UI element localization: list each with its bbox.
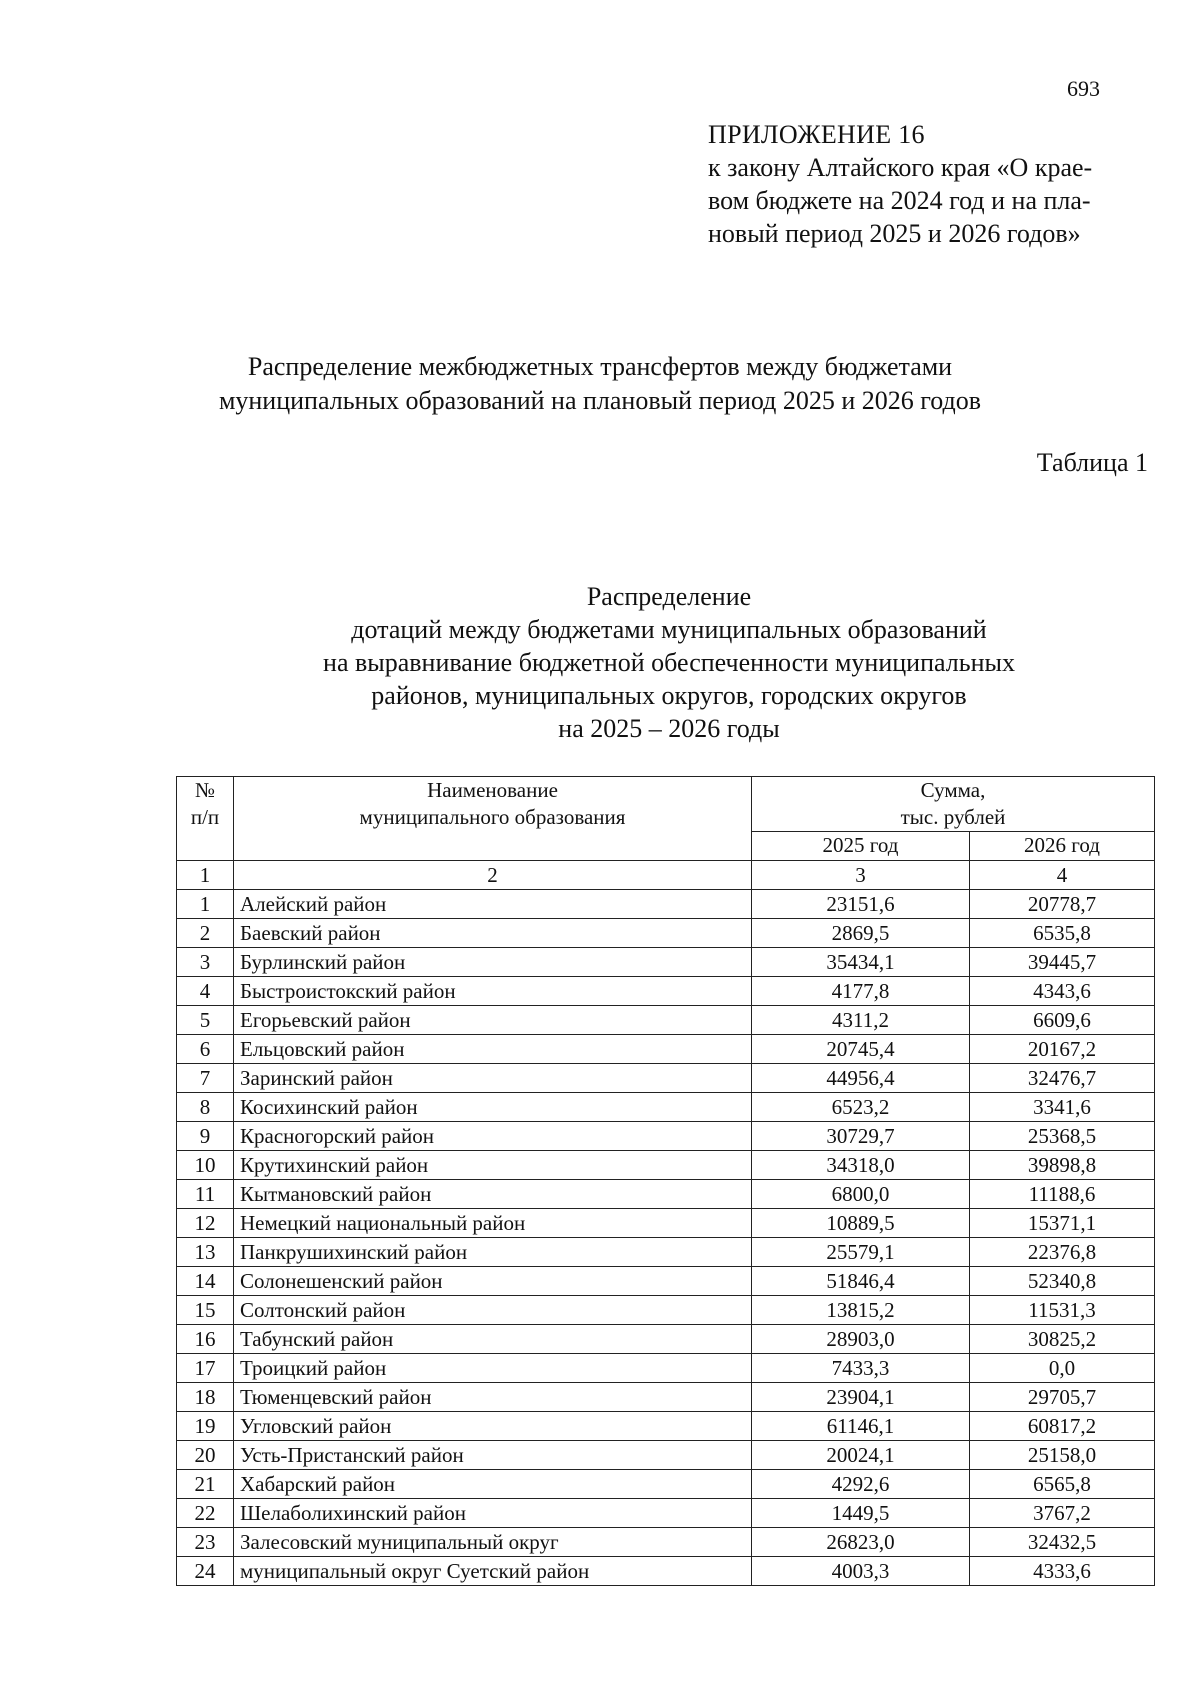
row-number: 6: [177, 1035, 234, 1064]
row-name: Крутихинский район: [234, 1151, 752, 1180]
table-title: [0, 580, 1200, 745]
row-value-2025: 20024,1: [752, 1441, 970, 1470]
row-value-2026: 20778,7: [970, 890, 1155, 919]
row-name: Кытмановский район: [234, 1180, 752, 1209]
row-number: 24: [177, 1557, 234, 1586]
row-value-2025: 51846,4: [752, 1267, 970, 1296]
appendix-line: вом бюджете на 2024 год и на пла-: [708, 186, 1091, 215]
table-row: [177, 1383, 1155, 1412]
row-value-2025: 20745,4: [752, 1035, 970, 1064]
table-row: [177, 1209, 1155, 1238]
row-value-2025: 2869,5: [752, 919, 970, 948]
row-value-2025: 30729,7: [752, 1122, 970, 1151]
row-value-2025: 1449,5: [752, 1499, 970, 1528]
row-value-2026: 11531,3: [970, 1296, 1155, 1325]
table-title-line: на 2025 – 2026 годы: [558, 714, 780, 743]
table-row: [177, 1006, 1155, 1035]
dotation-table: [176, 776, 1155, 1586]
table-row: [177, 1325, 1155, 1354]
row-name: Угловский район: [234, 1412, 752, 1441]
table-row: [177, 1412, 1155, 1441]
table-row: [177, 948, 1155, 977]
row-name: Табунский район: [234, 1325, 752, 1354]
row-name: Ельцовский район: [234, 1035, 752, 1064]
row-number: 12: [177, 1209, 234, 1238]
row-value-2025: 13815,2: [752, 1296, 970, 1325]
row-number: 16: [177, 1325, 234, 1354]
row-name: Косихинский район: [234, 1093, 752, 1122]
row-name: Немецкий национальный район: [234, 1209, 752, 1238]
page-number: 693: [1067, 76, 1100, 101]
appendix-line: новый период 2025 и 2026 годов»: [708, 219, 1081, 248]
column-number: 1: [177, 861, 234, 890]
row-value-2026: 6565,8: [970, 1470, 1155, 1499]
row-value-2025: 23151,6: [752, 890, 970, 919]
column-number: 2: [234, 861, 752, 890]
table-title-line: дотаций между бюджетами муниципальных образований: [351, 615, 987, 644]
row-number: 17: [177, 1354, 234, 1383]
row-number: 22: [177, 1499, 234, 1528]
row-value-2025: 25579,1: [752, 1238, 970, 1267]
table-row: [177, 1180, 1155, 1209]
row-name: муниципальный округ Суетский район: [234, 1557, 752, 1586]
row-number: 1: [177, 890, 234, 919]
row-value-2025: 34318,0: [752, 1151, 970, 1180]
row-name: Быстроистокский район: [234, 977, 752, 1006]
row-value-2025: 28903,0: [752, 1325, 970, 1354]
row-value-2026: 4333,6: [970, 1557, 1155, 1586]
row-value-2026: 6535,8: [970, 919, 1155, 948]
table-row: [177, 1122, 1155, 1151]
appendix-block: [708, 118, 1128, 250]
row-value-2026: 32476,7: [970, 1064, 1155, 1093]
table-row: [177, 1093, 1155, 1122]
row-name: Красногорский район: [234, 1122, 752, 1151]
row-number: 20: [177, 1441, 234, 1470]
row-value-2026: 30825,2: [970, 1325, 1155, 1354]
row-value-2025: 6523,2: [752, 1093, 970, 1122]
row-name: Заринский район: [234, 1064, 752, 1093]
table-title-line: районов, муниципальных округов, городских округов: [371, 681, 967, 710]
table-title-line: Распределение: [586, 582, 752, 611]
table-row: [177, 1470, 1155, 1499]
row-value-2025: 26823,0: [752, 1528, 970, 1557]
row-value-2026: 20167,2: [970, 1035, 1155, 1064]
row-value-2025: 7433,3: [752, 1354, 970, 1383]
row-value-2026: 15371,1: [970, 1209, 1155, 1238]
row-number: 4: [177, 977, 234, 1006]
row-value-2026: 0,0: [970, 1354, 1155, 1383]
row-value-2026: 25158,0: [970, 1441, 1155, 1470]
row-value-2026: 39445,7: [970, 948, 1155, 977]
header-year-2025: 2025 год: [752, 832, 970, 861]
table-row: [177, 1354, 1155, 1383]
header-sum: Сумма, тыс. рублей: [752, 777, 1155, 832]
row-number: 23: [177, 1528, 234, 1557]
row-number: 19: [177, 1412, 234, 1441]
row-value-2026: 6609,6: [970, 1006, 1155, 1035]
table-row: [177, 1441, 1155, 1470]
row-number: 21: [177, 1470, 234, 1499]
row-number: 11: [177, 1180, 234, 1209]
appendix-line: к закону Алтайского края «О крае-: [708, 153, 1093, 182]
row-value-2026: 11188,6: [970, 1180, 1155, 1209]
row-name: Залесовский муниципальный округ: [234, 1528, 752, 1557]
row-value-2026: 3767,2: [970, 1499, 1155, 1528]
row-number: 5: [177, 1006, 234, 1035]
appendix-heading: ПРИЛОЖЕНИЕ 16: [708, 120, 925, 149]
row-name: Троицкий район: [234, 1354, 752, 1383]
header-number: № п/п: [177, 777, 234, 861]
row-name: Усть-Пристанский район: [234, 1441, 752, 1470]
table-header-row: [177, 777, 1155, 832]
table-title-line: на выравнивание бюджетной обеспеченности муниципальных: [323, 648, 1015, 677]
row-name: Панкрушихинский район: [234, 1238, 752, 1267]
row-value-2025: 4311,2: [752, 1006, 970, 1035]
row-number: 2: [177, 919, 234, 948]
table-row: [177, 1499, 1155, 1528]
row-number: 9: [177, 1122, 234, 1151]
row-value-2025: 4003,3: [752, 1557, 970, 1586]
row-value-2026: 39898,8: [970, 1151, 1155, 1180]
row-name: Алейский район: [234, 890, 752, 919]
column-number: 3: [752, 861, 970, 890]
row-value-2025: 44956,4: [752, 1064, 970, 1093]
row-name: Тюменцевский район: [234, 1383, 752, 1412]
row-value-2025: 6800,0: [752, 1180, 970, 1209]
table-row: [177, 1151, 1155, 1180]
row-value-2025: 23904,1: [752, 1383, 970, 1412]
row-value-2025: 61146,1: [752, 1412, 970, 1441]
row-value-2026: 25368,5: [970, 1122, 1155, 1151]
header-year-2026: 2026 год: [970, 832, 1155, 861]
column-number: 4: [970, 861, 1155, 890]
row-value-2025: 4292,6: [752, 1470, 970, 1499]
row-value-2026: 29705,7: [970, 1383, 1155, 1412]
header-name: Наименование муниципального образования: [234, 777, 752, 861]
row-number: 14: [177, 1267, 234, 1296]
row-name: Шелаболихинский район: [234, 1499, 752, 1528]
row-name: Бурлинский район: [234, 948, 752, 977]
row-name: Солтонский район: [234, 1296, 752, 1325]
row-value-2026: 4343,6: [970, 977, 1155, 1006]
row-value-2026: 32432,5: [970, 1528, 1155, 1557]
table-row: [177, 919, 1155, 948]
row-name: Хабарский район: [234, 1470, 752, 1499]
table-body: [177, 890, 1155, 1586]
table-label: Таблица 1: [1036, 448, 1148, 477]
table-row: [177, 890, 1155, 919]
row-number: 13: [177, 1238, 234, 1267]
column-number-row: [177, 861, 1155, 890]
document-title: [0, 350, 1200, 418]
table-row: [177, 1267, 1155, 1296]
row-name: Солонешенский район: [234, 1267, 752, 1296]
table-row: [177, 977, 1155, 1006]
row-value-2025: 10889,5: [752, 1209, 970, 1238]
row-number: 15: [177, 1296, 234, 1325]
row-name: Егорьевский район: [234, 1006, 752, 1035]
row-value-2026: 60817,2: [970, 1412, 1155, 1441]
row-number: 7: [177, 1064, 234, 1093]
row-value-2026: 52340,8: [970, 1267, 1155, 1296]
table-row: [177, 1528, 1155, 1557]
table-row: [177, 1296, 1155, 1325]
row-name: Баевский район: [234, 919, 752, 948]
row-number: 3: [177, 948, 234, 977]
row-value-2025: 4177,8: [752, 977, 970, 1006]
row-value-2025: 35434,1: [752, 948, 970, 977]
row-number: 10: [177, 1151, 234, 1180]
row-number: 18: [177, 1383, 234, 1412]
table-row: [177, 1238, 1155, 1267]
title-line: муниципальных образований на плановый период 2025 и 2026 годов: [218, 386, 982, 415]
table-row: [177, 1557, 1155, 1586]
table-row: [177, 1064, 1155, 1093]
table-row: [177, 1035, 1155, 1064]
row-number: 8: [177, 1093, 234, 1122]
row-value-2026: 3341,6: [970, 1093, 1155, 1122]
title-line: Распределение межбюджетных трансфертов между бюджетами: [247, 352, 953, 381]
row-value-2026: 22376,8: [970, 1238, 1155, 1267]
